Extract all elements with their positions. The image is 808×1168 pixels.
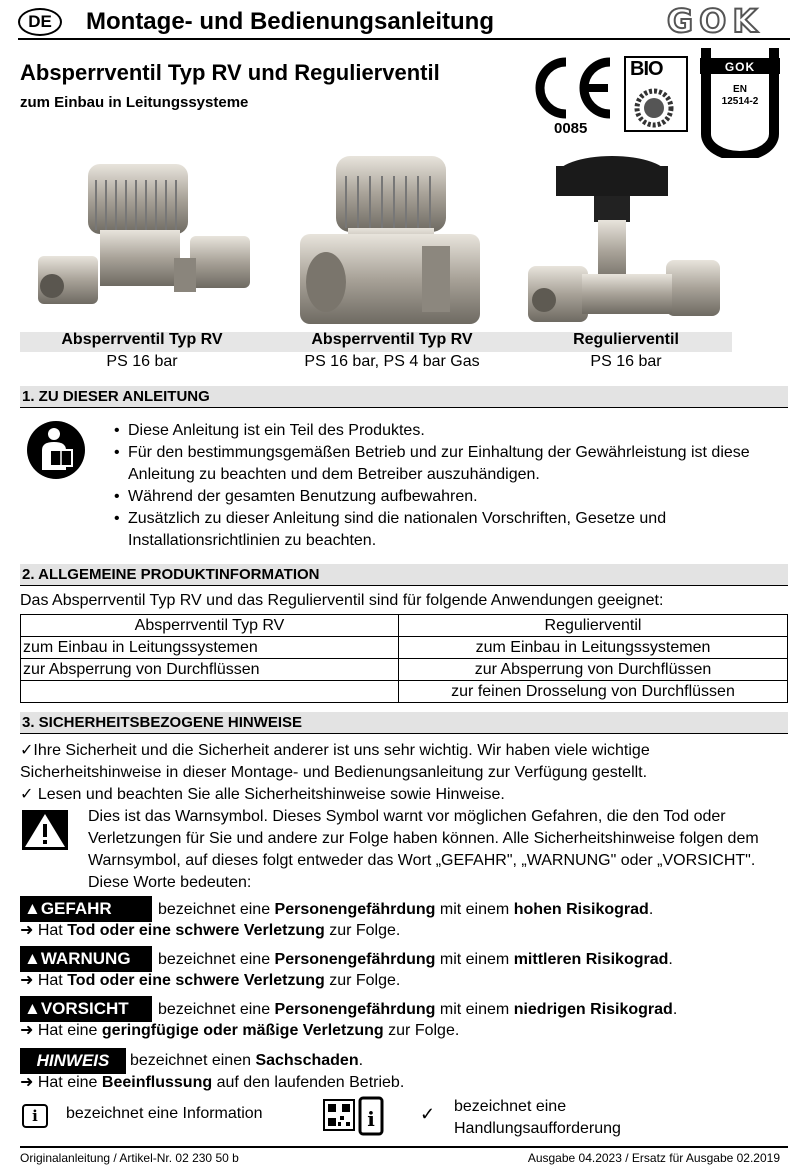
table-cell: zur Absperrung von Durchflüssen [399, 659, 788, 681]
signal-consequence-gefahr: ➜ Hat Tod oder eine schwere Verletzung zur Folge. [20, 922, 401, 939]
table-row [21, 681, 788, 703]
bio-label [624, 56, 688, 132]
checkmark-icon: ✓ [420, 1104, 436, 1124]
signal-description-warnung: bezeichnet eine Personengefährdung mit einem mittleren Risikograd. [158, 951, 673, 968]
list-item: • Diese Anleitung ist ein Teil des Produktes. [112, 420, 792, 442]
action-description: bezeichnet eine Handlungsaufforderung [454, 1098, 621, 1137]
footer-edition: Ausgabe 04.2023 / Ersatz für Ausgabe 02.2019 [527, 1151, 780, 1165]
table-cell: zum Einbau in Leitungssystemen [399, 637, 788, 659]
warning-triangle-icon [22, 810, 68, 850]
section-1-bullets [112, 420, 792, 552]
page-header [18, 6, 790, 40]
en-brand: GOK [724, 60, 756, 74]
svg-text:i: i [367, 1107, 375, 1131]
header-title: Montage- und Bedienungsanleitung [86, 8, 494, 35]
language-badge: DE [18, 8, 62, 36]
en-standard: EN 12514-2 [721, 84, 759, 107]
notified-body-number: 0085 [554, 120, 588, 137]
product-caption-1: Absperrventil Typ RV PS 16 bar [61, 331, 223, 370]
warning-symbol-explanation: Dies ist das Warnsymbol. Dieses Symbol warnt vor möglichen Gefahren, die den Tod oder Verletzungen für Sie und andere zur Folge haben können. Alle Sicherheitshinweise folgen dem Warnsymbol, auf dieses folgt entweder das Wort „GEFAHR", „WARNUNG" oder „VORSICHT". Diese Worte bedeuten: [88, 808, 759, 891]
product-image-regulierventil [526, 150, 722, 330]
sunflower-icon [634, 88, 674, 128]
list-item: • Für den bestimmungsgemäßen Betrieb und zur Einhaltung der Gewährleistung ist diese Anleitung zu beachten und dem Betreiber auszuhändigen. [112, 442, 792, 486]
table-cell: zur Absperrung von Durchflüssen [21, 659, 399, 681]
table-header-row [21, 615, 788, 637]
application-table [20, 614, 788, 703]
signal-description-vorsicht: bezeichnet eine Personengefährdung mit einem niedrigen Risikograd. [158, 1001, 678, 1018]
table-header-cell: Regulierventil [399, 615, 788, 637]
product-caption-2: Absperrventil Typ RV PS 16 bar, PS 4 bar Gas [304, 331, 480, 370]
product-image-rv-female [296, 150, 486, 330]
info-description: bezeichnet eine Information [66, 1105, 263, 1122]
svg-text:GOK: GOK [666, 6, 764, 36]
ce-mark-icon [526, 56, 616, 120]
signal-word-hinweis: HINWEIS [20, 1048, 126, 1074]
signal-description-hinweis: bezeichnet einen Sachschaden. [130, 1052, 364, 1069]
signal-description-gefahr: bezeichnet eine Personengefährdung mit einem hohen Risikograd. [158, 901, 654, 918]
signal-word-gefahr: ▲GEFAHR [20, 896, 152, 922]
signal-word-warnung: ▲WARNUNG [20, 946, 152, 972]
section-heading-1: 1. ZU DIESER ANLEITUNG [20, 386, 788, 408]
info-icon: i [22, 1104, 48, 1128]
section-heading-2: 2. ALLGEMEINE PRODUKTINFORMATION [20, 564, 788, 586]
list-item: • Zusätzlich zu dieser Anleitung sind die nationalen Vorschriften, Gesetze und Installationsrichtlinien zu beachten. [112, 508, 792, 552]
footer-article-number: Originalanleitung / Artikel-Nr. 02 230 50 b [20, 1151, 239, 1165]
product-image-rv-compression [30, 150, 260, 330]
signal-consequence-hinweis: ➜ Hat eine Beeinflussung auf den laufenden Betrieb. [20, 1074, 405, 1091]
qr-code-phone-icon [322, 1096, 386, 1136]
table-header-cell: Absperrventil Typ RV [21, 615, 399, 637]
signal-word-vorsicht: ▲VORSICHT [20, 996, 152, 1022]
list-item: • Während der gesamten Benutzung aufbewahren. [112, 486, 792, 508]
section-heading-3: 3. SICHERHEITSBEZOGENE HINWEISE [20, 712, 788, 734]
table-cell [21, 681, 399, 703]
gok-logo-icon [640, 6, 790, 36]
document-subtitle: zum Einbau in Leitungssysteme [20, 94, 249, 111]
table-cell: zum Einbau in Leitungssystemen [21, 637, 399, 659]
product-caption-3: Regulierventil PS 16 bar [573, 331, 679, 370]
signal-consequence-vorsicht: ➜ Hat eine geringfügige oder mäßige Verletzung zur Folge. [20, 1022, 460, 1039]
document-title: Absperrventil Typ RV und Regulierventil [20, 60, 440, 85]
table-row [21, 637, 788, 659]
safety-instruction: ✓ Lesen und beachten Sie alle Sicherheitshinweise sowie Hinweise. [20, 786, 505, 803]
safety-intro: ✓Ihre Sicherheit und die Sicherheit anderer ist uns sehr wichtig. Wir haben viele wichtige Sicherheitshinweise in dieser Montage- und Bedienungsanleitung zur Verfügung gestellt. [20, 742, 650, 781]
table-cell: zur feinen Drosselung von Durchflüssen [399, 681, 788, 703]
page-footer [20, 1146, 788, 1165]
section-2-intro: Das Absperrventil Typ RV und das Regulierventil sind für folgende Anwendungen geeignet: [20, 592, 664, 609]
bio-text: BIO [630, 58, 663, 80]
read-manual-icon [26, 420, 86, 480]
signal-consequence-warnung: ➜ Hat Tod oder eine schwere Verletzung zur Folge. [20, 972, 401, 989]
table-row [21, 659, 788, 681]
